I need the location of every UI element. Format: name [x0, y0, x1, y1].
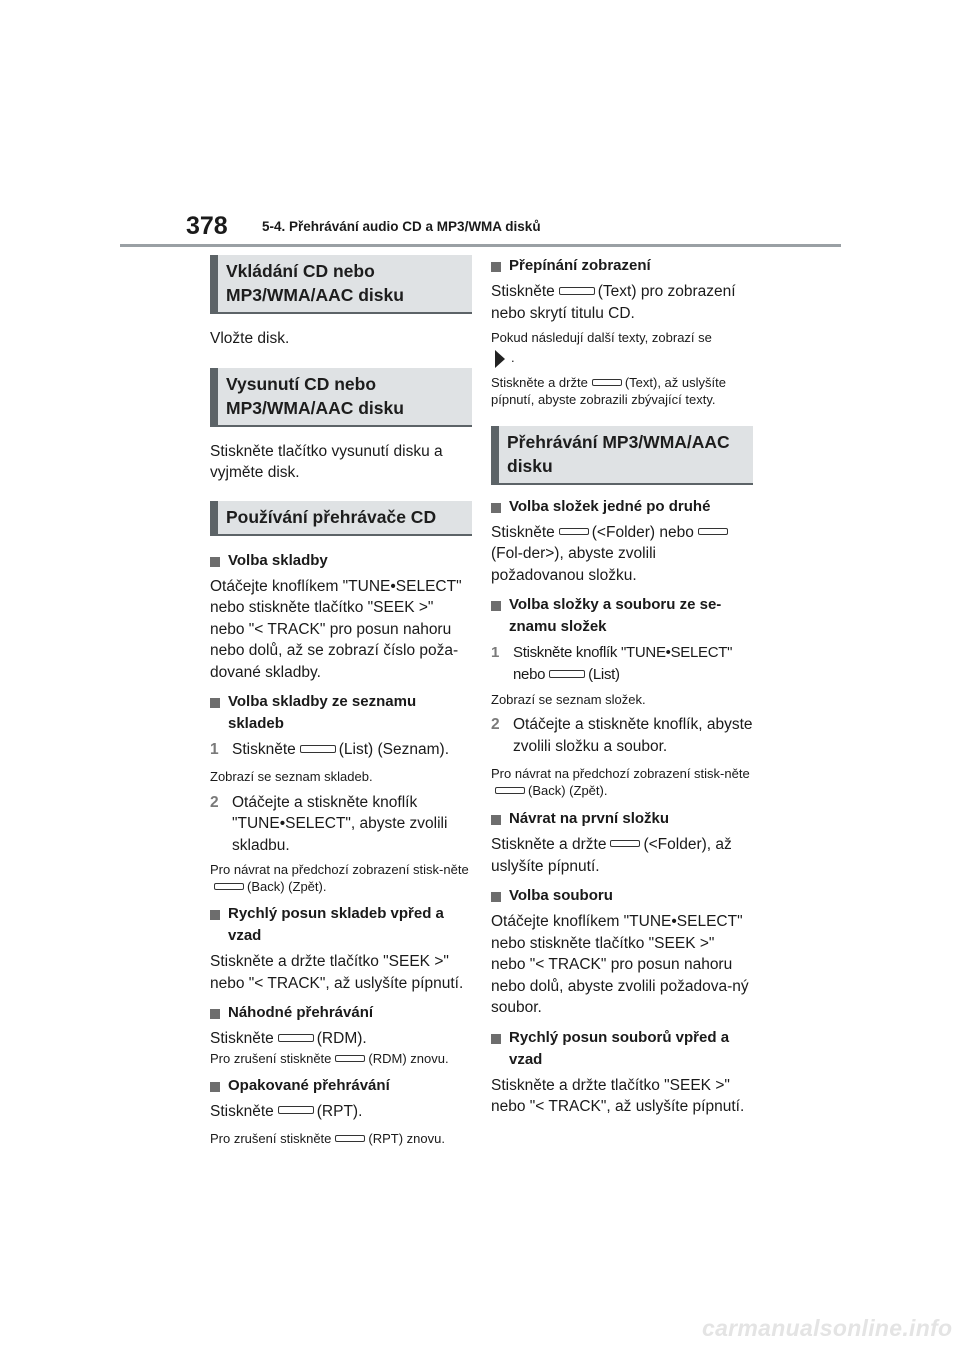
subheading-track-from-list: Volba skladby ze seznamu skladeb: [210, 691, 472, 735]
subheading-display-switch: Přepínání zobrazení: [491, 255, 753, 277]
bullet-square-icon: [210, 698, 220, 708]
note-back: Pro návrat na předchozí zobrazení stisk-něte(Back) (Zpět).: [491, 766, 750, 799]
first-folder-text: Stiskněte a držte (<Folder), až uslyšíte pípnutí.: [491, 836, 732, 875]
bullet-square-icon: [491, 892, 501, 902]
step-2: 2 Otáčejte a stiskněte knoflík, abyste zvolili složku a soubor.: [491, 716, 753, 755]
insert-disc-text: Vložte disk.: [210, 330, 290, 347]
bullet-square-icon: [491, 503, 501, 513]
eject-disc-text: Stiskněte tlačítko vysunutí disku a vyjměte disk.: [210, 442, 443, 481]
note-folder-list: Zobrazí se seznam složek.: [491, 692, 646, 708]
step-1: 1 Stiskněte (List) (Seznam).: [210, 741, 450, 758]
file-select-text: Otáčejte knoflíkem "TUNE•SELECT" nebo stiskněte tlačítko "SEEK >" nebo "< TRACK" pro posun nahoru nebo dolů, abyste zvolili požadova-ný soubor.: [491, 913, 749, 1017]
list-button-icon: [549, 670, 585, 678]
heading-cd-player: Používání přehrávače CD: [210, 501, 472, 536]
subheading-folder-step: Volba složek jedné po druhé: [491, 496, 753, 518]
display-note-1: Pokud následují další texty, zobrazí se: [491, 330, 712, 345]
folder-step-text: Stiskněte (<Folder) nebo(Fol-der>), abyste zvolili požadovanou složku.: [491, 522, 753, 587]
text-button-icon: [592, 379, 622, 386]
display-switch-text: Stiskněte (Text) pro zobrazení nebo skrytí titulu CD.: [491, 283, 736, 322]
heading-eject-disc: Vysunutí CD nebo MP3/WMA/AAC disku: [210, 368, 472, 427]
repeat-note: Pro zrušení stiskněte (RPT) znovu.: [210, 1131, 445, 1146]
bullet-square-icon: [210, 557, 220, 567]
left-column: [210, 255, 472, 1147]
subheading-folder-list: Volba složky a souboru ze se-znamu složek: [491, 594, 753, 638]
note-track-list: Zobrazí se seznam skladeb.: [210, 768, 373, 784]
subheading-first-folder: Návrat na první složku: [491, 808, 753, 830]
note-back: Pro návrat na předchozí zobrazení stisk-něte(Back) (Zpět).: [210, 862, 469, 894]
rpt-button-icon: [335, 1135, 365, 1142]
subheading-fast-file: Rychlý posun souborů vpřed a vzad: [491, 1027, 753, 1071]
bullet-square-icon: [491, 1034, 501, 1044]
bullet-square-icon: [491, 815, 501, 825]
rdm-button-icon: [278, 1034, 314, 1042]
bullet-square-icon: [210, 1082, 220, 1092]
fast-file-text: Stiskněte a držte tlačítko "SEEK >" nebo "< TRACK", až uslyšíte pípnutí.: [491, 1076, 745, 1116]
section-title: 5-4. Přehrávání audio CD a MP3/WMA disků: [262, 219, 541, 234]
heading-insert-disc: Vkládání CD nebo MP3/WMA/AAC disku: [210, 255, 472, 314]
watermark-logo: carmanualsonline.info: [702, 1315, 953, 1341]
folder-prev-button-icon: [610, 840, 640, 847]
right-column: [491, 255, 753, 1118]
track-select-text: Otáčejte knoflíkem "TUNE•SELECT" nebo stiskněte tlačítko "SEEK >" nebo "< TRACK" pro posun nahoru nebo dolů, až se zobrazí číslo poža-dované skladby.: [210, 577, 462, 681]
bullet-square-icon: [210, 910, 220, 920]
bullet-square-icon: [491, 262, 501, 272]
subheading-fast-track: Rychlý posun skladeb vpřed a vzad: [210, 903, 472, 947]
repeat-text: Stiskněte (RPT).: [210, 1102, 363, 1120]
list-button-icon: [300, 745, 336, 753]
arrow-right-icon: [495, 350, 505, 368]
text-button-icon: [559, 287, 595, 295]
subheading-file-select: Volba souboru: [491, 885, 753, 907]
subheading-repeat: Opakované přehrávání: [210, 1075, 472, 1097]
header-rule: [120, 244, 841, 247]
display-note-2: Stiskněte a držte (Text), až uslyšíte pípnutí, abyste zobrazili zbývající texty.: [491, 374, 726, 407]
display-note-arrow: .: [491, 349, 753, 368]
bullet-square-icon: [491, 601, 501, 611]
rdm-button-icon: [335, 1055, 365, 1062]
folder-next-button-icon: [698, 528, 728, 535]
back-button-icon: [214, 883, 244, 890]
fast-track-text: Stiskněte a držte tlačítko "SEEK >" nebo "< TRACK", až uslyšíte pípnutí.: [210, 953, 464, 992]
random-note: Pro zrušení stiskněte (RDM) znovu.: [210, 1050, 449, 1066]
step-1: 1 Stiskněte knoflík "TUNE•SELECT" nebo (List): [491, 644, 733, 683]
page-number: 378: [186, 212, 228, 240]
bullet-square-icon: [210, 1009, 220, 1019]
step-2: 2 Otáčejte a stiskněte knoflík "TUNE•SELECT", abyste zvolili skladbu.: [210, 793, 448, 854]
back-button-icon: [495, 787, 525, 794]
subheading-track-select: Volba skladby: [210, 550, 472, 572]
rpt-button-icon: [278, 1106, 314, 1114]
random-text: Stiskněte (RDM).: [210, 1030, 367, 1047]
heading-mp3-playback: Přehrávání MP3/WMA/AAC disku: [491, 426, 753, 485]
folder-prev-button-icon: [559, 528, 589, 535]
subheading-random: Náhodné přehrávání: [210, 1002, 472, 1024]
